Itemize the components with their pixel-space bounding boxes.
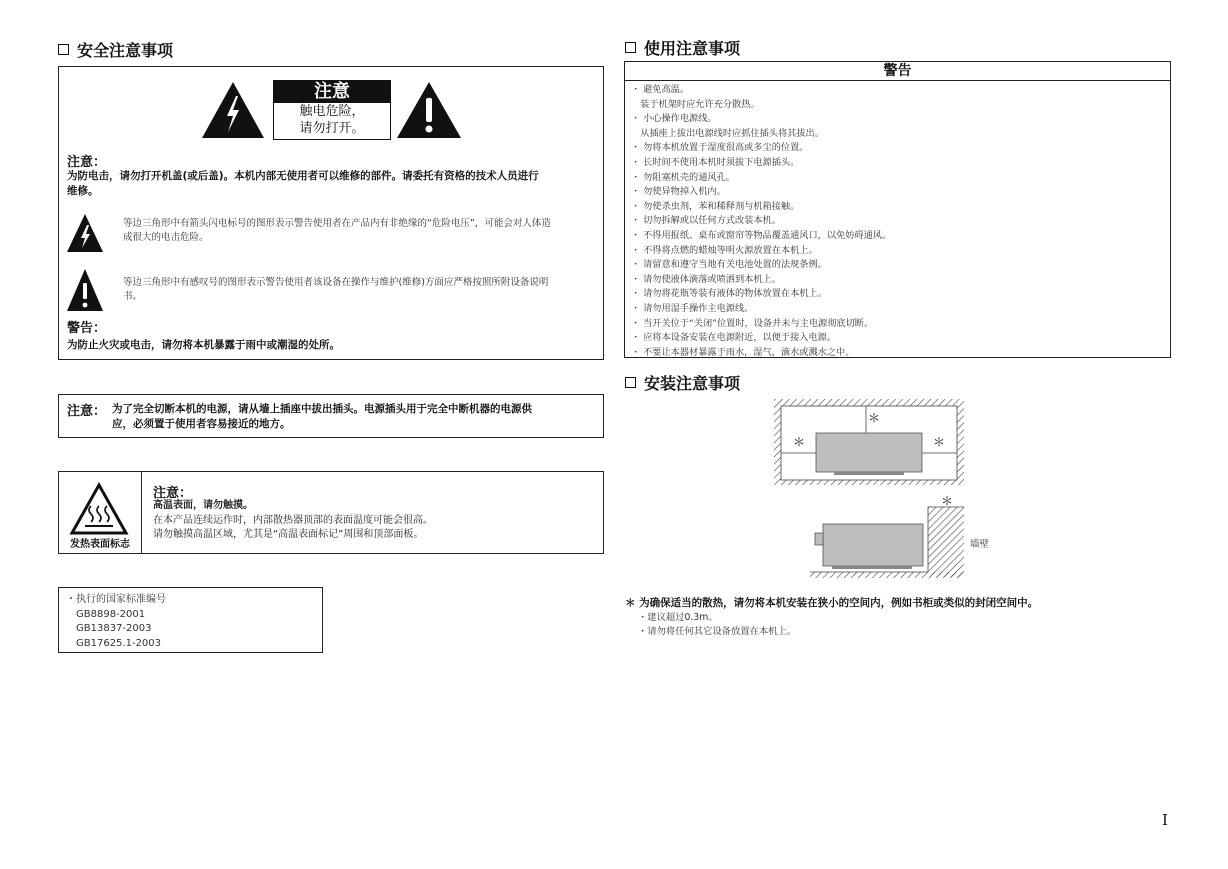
warning-item: ・ 请勿将花瓶等装有液体的物体放置在本机上。 (631, 288, 827, 300)
standard-item: GB17625.1-2003 (76, 637, 162, 649)
warning-item: ・ 不要让本器材暴露于雨水，湿气，滴水或溅水之中。 (631, 346, 855, 358)
clearance-mark: ＊ (792, 435, 806, 449)
caution-line-1: 触电危险， (299, 104, 365, 119)
warning-item: ・ 请勿用湿手操作主电源线。 (631, 302, 754, 314)
checkbox-icon (58, 44, 69, 55)
page-number: I (1162, 811, 1168, 829)
warning-item: ・ 勿使异物掉入机内。 (631, 186, 726, 198)
caution-heading: 注意： (67, 155, 107, 170)
plug-caution-box (58, 394, 604, 438)
wall-label: 墙壁 (970, 539, 990, 550)
warning-item: ・ 勿阻塞机壳的通风孔。 (631, 171, 735, 183)
warning-item: ・ 勿使杀虫剂，苯和稀释剂与机箱接触。 (631, 200, 800, 212)
receiver-front-view (816, 433, 922, 472)
standards-heading: ・执行的国家标准编号 (66, 594, 166, 605)
exclamation-warning-icon (395, 80, 463, 140)
hot-icon-panel (59, 472, 142, 553)
warning-item: ・ 长时间不使用本机时须拔下电源插头。 (631, 156, 800, 168)
warning-header: 警告 (625, 62, 1170, 81)
installation-diagram (770, 397, 970, 579)
lightning-small-icon (65, 212, 105, 254)
install-title: 安装注意事项 (625, 371, 740, 394)
safety-title: 安全注意事项 (58, 38, 173, 61)
standards-box (58, 587, 323, 653)
checkbox-icon (625, 42, 636, 53)
caution-line-2: 请勿打开。 (299, 121, 365, 136)
usage-title: 使用注意事项 (625, 36, 740, 59)
warning-item: ・ 不得用报纸、桌布或窗帘等物品覆盖通风口，以免妨碍通风。 (631, 229, 892, 241)
plug-heading: 注意： (67, 404, 107, 419)
warning-list (631, 83, 891, 360)
warning-item: ・ 不得将点燃的蜡烛等明火源放置在本机上。 (631, 244, 818, 256)
warning-item: ・ 请留意和遵守当地有关电池处置的法规条例。 (631, 259, 827, 271)
standards-list (66, 593, 166, 651)
hot-text: 高温表面，请勿触摸。 在本产品连续运作时，内部散热器顶部的表面温度可能会很高。 请勿触摸高温区域，尤其是“高温表面标记”周围和顶部面板。 (153, 500, 433, 540)
hot-heading: 注意： (153, 486, 193, 501)
caution-text: 为防电击，请勿打开机盖(或后盖)。本机内部无使用者可以维修的部件。请委托有资格的技术人员进行 维修。 (67, 170, 539, 197)
clearance-mark: ＊ (867, 411, 881, 425)
safety-box (58, 66, 604, 360)
exclamation-description: 等边三角形中有感叹号的图形表示警告使用者该设备在操作与维护(维修)方面应严格按照所附设备说明 书。 (123, 277, 549, 302)
plug-text: 为了完全切断本机的电源，请从墙上插座中拔出插头。电源插头用于完全中断机器的电源供 应，必须置于使用者容易接近的地方。 (112, 403, 532, 430)
installation-subnotes: ・建议超过0.3m。 ・请勿将任何其它设备放置在本机上。 (638, 612, 797, 637)
caution-label-box (273, 80, 391, 140)
warning-item: ・ 小心操作电源线。 (631, 113, 717, 125)
hot-surface-box (58, 471, 604, 554)
lightning-warning-icon (200, 80, 266, 140)
warning-heading: 警告： (67, 321, 107, 336)
caution-label: 注意 (274, 81, 390, 103)
checkbox-icon (625, 377, 636, 388)
warning-item: ・ 请勿使液体滴落或喷洒到本机上。 (631, 273, 781, 285)
warning-text: 为防止火灾或电击，请勿将本机暴露于雨中或潮湿的处所。 (67, 339, 340, 351)
standard-item: GB13837-2003 (76, 623, 152, 634)
lightning-description: 等边三角形中有箭头闪电标号的图形表示警告使用者在产品内有非绝缘的“危险电压”，可能会对人体造 成很大的电击危险。 (123, 218, 551, 243)
exclamation-small-icon (65, 267, 105, 313)
warning-item: ・ 避免高温。 (631, 84, 690, 95)
clearance-mark: ＊ (940, 494, 954, 508)
warning-item: ・ 当开关位于“关闭”位置时，设备并未与主电源彻底切断。 (631, 317, 874, 329)
warning-item: 装于机架时应允许充分散热。 (631, 98, 760, 110)
hot-surface-icon (69, 482, 129, 536)
installation-note: ＊ 为确保适当的散热，请勿将本机安装在狭小的空间内，例如书柜或类似的封闭空间中。 (625, 597, 1039, 609)
warning-item: ・ 勿将本机放置于湿度很高或多尘的位置。 (631, 142, 809, 154)
warning-item: ・ 应将本设备安装在电源附近，以便于接入电源。 (631, 332, 837, 344)
clearance-mark: ＊ (932, 435, 946, 449)
receiver-side-view (823, 524, 923, 566)
hot-icon-label: 发热表面标志 (70, 539, 130, 550)
warning-item: 从插座上拔出电源线时应抓住插头将其拔出。 (631, 127, 824, 139)
standard-item: GB8898-2001 (76, 608, 146, 620)
usage-warning-box (624, 61, 1171, 358)
warning-item: ・ 切勿拆解或以任何方式改装本机。 (631, 215, 781, 227)
